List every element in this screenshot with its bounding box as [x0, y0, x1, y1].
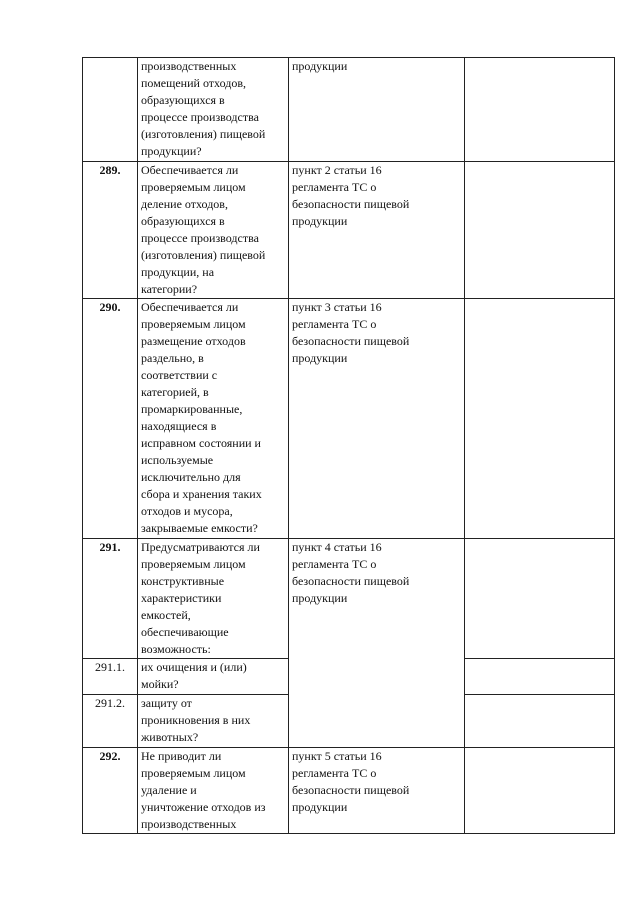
reference-cell: пункт 5 статьи 16 регламента ТС о безопасности пищевой продукции — [289, 748, 465, 834]
table-row — [83, 539, 615, 659]
item-number-cell: 291.1. — [83, 659, 138, 695]
item-number-cell: 289. — [83, 162, 138, 299]
notes-cell — [465, 162, 615, 299]
item-number-cell: 291.2. — [83, 695, 138, 748]
notes-cell — [465, 58, 615, 162]
item-number-cell: 290. — [83, 299, 138, 539]
question-cell: Предусматриваются ли проверяемым лицом конструктивные характеристики емкостей, обеспечивающие возможность: — [138, 539, 289, 659]
question-cell: защиту от проникновения в них животных? — [138, 695, 289, 748]
notes-cell — [465, 748, 615, 834]
reference-cell: пункт 2 статьи 16 регламента ТС о безопасности пищевой продукции — [289, 162, 465, 299]
table-row — [83, 299, 615, 539]
notes-cell — [465, 299, 615, 539]
item-number-cell: 291. — [83, 539, 138, 659]
question-cell: Обеспечивается ли проверяемым лицом размещение отходов раздельно, в соответствии с категорией, в промаркированные, находящиеся в исправном состоянии и используемые исключительно для сбора и хранения таких отходов и мусора, закрываемые емкости? — [138, 299, 289, 539]
notes-cell — [465, 695, 615, 748]
table-row — [83, 162, 615, 299]
question-cell: Обеспечивается ли проверяемым лицом деление отходов, образующихся в процессе производства (изготовления) пищевой продукции, на категории? — [138, 162, 289, 299]
item-number-cell — [83, 58, 138, 162]
notes-cell — [465, 539, 615, 659]
question-cell: Не приводит ли проверяемым лицом удаление и уничтожение отходов из производственных — [138, 748, 289, 834]
question-cell: их очищения и (или) мойки? — [138, 659, 289, 695]
table-row — [83, 58, 615, 162]
table-row — [83, 748, 615, 834]
item-number-cell: 292. — [83, 748, 138, 834]
requirements-table — [82, 57, 615, 834]
reference-cell: продукции — [289, 58, 465, 162]
reference-cell: пункт 4 статьи 16 регламента ТС о безопасности пищевой продукции — [289, 539, 465, 748]
question-cell: производственных помещений отходов, образующихся в процессе производства (изготовления) пищевой продукции? — [138, 58, 289, 162]
reference-cell: пункт 3 статьи 16 регламента ТС о безопасности пищевой продукции — [289, 299, 465, 539]
notes-cell — [465, 659, 615, 695]
